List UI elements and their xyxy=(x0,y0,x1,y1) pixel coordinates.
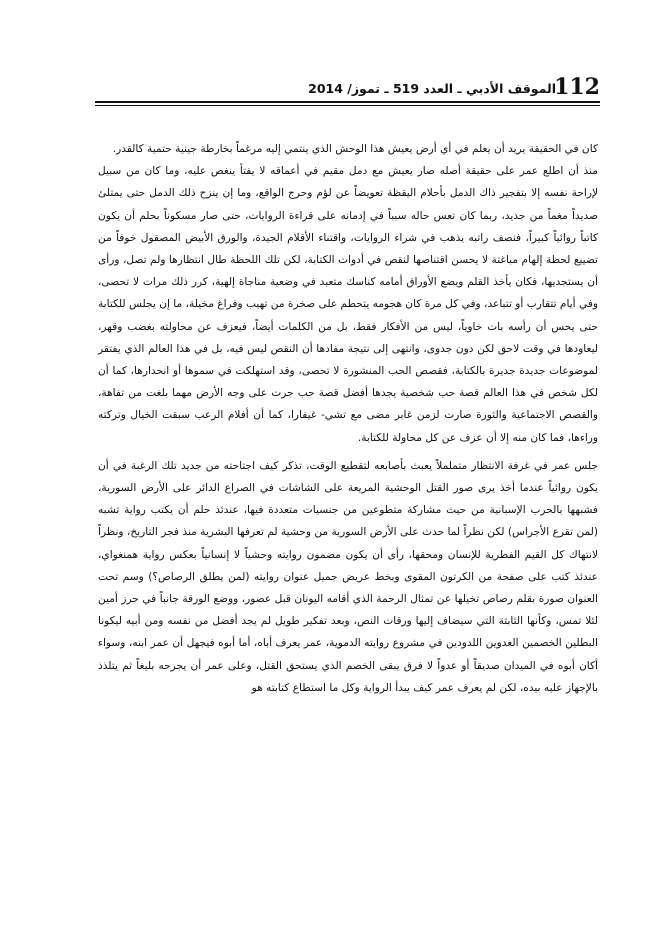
page-header xyxy=(95,74,600,100)
paragraph-3: جلس عمر في غرفة الانتظار متململاً يعبث بأصابعه لتقطيع الوقت، تذكر كيف اجتاحته من جديد تلك الرغبة في أن يكون روائياً عندما أخذ يرى صور القتل الوحشية المريعة على الشاشات في الصراع الدائر على الأرض السورية، فشبهها بالحرب الإسبانية من حيث مشاركة متطوعين من جنسيات متعددة فيها، عندئذ حلم أن يكتب رواية تشبه (لمن تقرع الأجراس) لكن نظراً لما حدث على الأرض السورية من وحشية لم تعرفها البشرية منذ فجر التاريخ، ونظراً لانتهاك كل القيم الفطرية للإنسان ومحقها، رأى أن يكون مضمون روايته وحشياً لا إنسانياً بعكس رواية همنغواي، عندئذ كتب على صفحة من الكرتون المقوى وبخط عريض جميل عنوان روايته (لمن يطلق الرصاص؟) وسم تحت العنوان صورة بقلم رصاص تخيلها عن تمثال الرحمة الذي أقامه اليونان قبل عصور، ووضع الورقة جانباً في حرز أمين لئلا تمس، وكأنها الثابتة التي سيضاف إليها ورقات النص، وبعد تفكير طويل لم يجد أفضل من نفسه ومن أبيه ليكونا البطلين الخصمين العدوين اللدودين في مشروع روايته الدموية، عمر يعرف أباه، أما أبوه فيجهل أن عمر ابنه، وسواء أكان أبوه في الميدان صديقاً أو عدواً لا فرق يبقى الخصم الذي يستحق القتل، وعلى عمر أن يجرحه بليغاً ثم يتلذذ بالإجهاز عليه بيده، لكن لم يعرف عمر كيف يبدأ الرواية وكل ما استطاع كتابته هو xyxy=(98,459,598,694)
paragraph-1: كان في الحقيقة يريد أن يعلم في أي أرض يعيش هذا الوحش الذي ينتمي إليه مرغماً بخارطة جينية حتمية كالقدر. xyxy=(112,143,598,155)
header-rule xyxy=(95,101,600,103)
header-rule-thin xyxy=(95,105,600,106)
page-number: 112 xyxy=(554,74,600,100)
article-body xyxy=(98,138,598,699)
paragraph-2: منذ أن اطلع عمر على حقيقة أصله صار يعيش مع دمل مقيم في أعماقه لا يفتأ ينغص عليه، وما كان من سبيل لإراحة نفسه إلا بتفجير ذاك الدمل بأحلام اليقظة تعويضاً عن لؤم وحرج الواقع، وما إن ينزح ذلك الدمل حتى يمتلئ صديداً مغماً من جديد، ربما كان تعس حاله سبباً في إدمانه على قراءة الروايات، حتى صار مسكوناً بحلم أن يكون كاتباً روائياً كبيراً، فنصف راتبه يذهب في شراء الروايات، واقتناء الأقلام الجيدة، والورق الأبيض المصقول خوفاً من تضييع لحظة إلهام مباغتة لا يحسن اقتناصها لنقص في أدوات الكتابة، لكن تلك اللحظة طال انتظارها ولم تصل، ورأى أن يستجديها، فكان يأخذ القلم ويضع الأوراق أمامه كناسك متعبد في وضعية مناجاة إلهية، كرر ذلك مرات لا تحصى، وفي أيام تتقارب أو تتباعد، وفي كل مرة كان هجومه يتحطم على صخرة من تهيب وفراغ مخيلة، ما إن يجلس للكتابة حتى يحس أن رأسه بات خاوياً، ليس من الأفكار فقط، بل من الكلمات أيضاً، فيعزف عن محاولته بغضب وقهر، ليعاودها في وقت لاحق لكن دون جدوى، وانتهى إلى نتيجة مفادها أن النقص ليس فيه، بل في هذا العالم الذي يفتقر لموضوعات جديدة جديرة بالكتابة، فقصص الحب المنشورة لا تحصى، وقد استهلكت في سموها أو انحدارها، كما أن لكل شخص في هذا العالم قصة حب شخصية يجدها أفضل قصة حب جرت على وجه الأرض مهما بلغت من تفاهة، والقصص الاجتماعية والثورة صارت لزمن غابر مضى مع تشي- غيفارا، كما أن أفلام الرعب سبقت الخيال وتركته وراءها، فما كان منه إلا أن عزف عن كل محاولة للكتابة. xyxy=(98,165,598,444)
running-title: الموقف الأدبي ـ العدد 519 ـ تموز/ 2014 xyxy=(308,81,556,96)
